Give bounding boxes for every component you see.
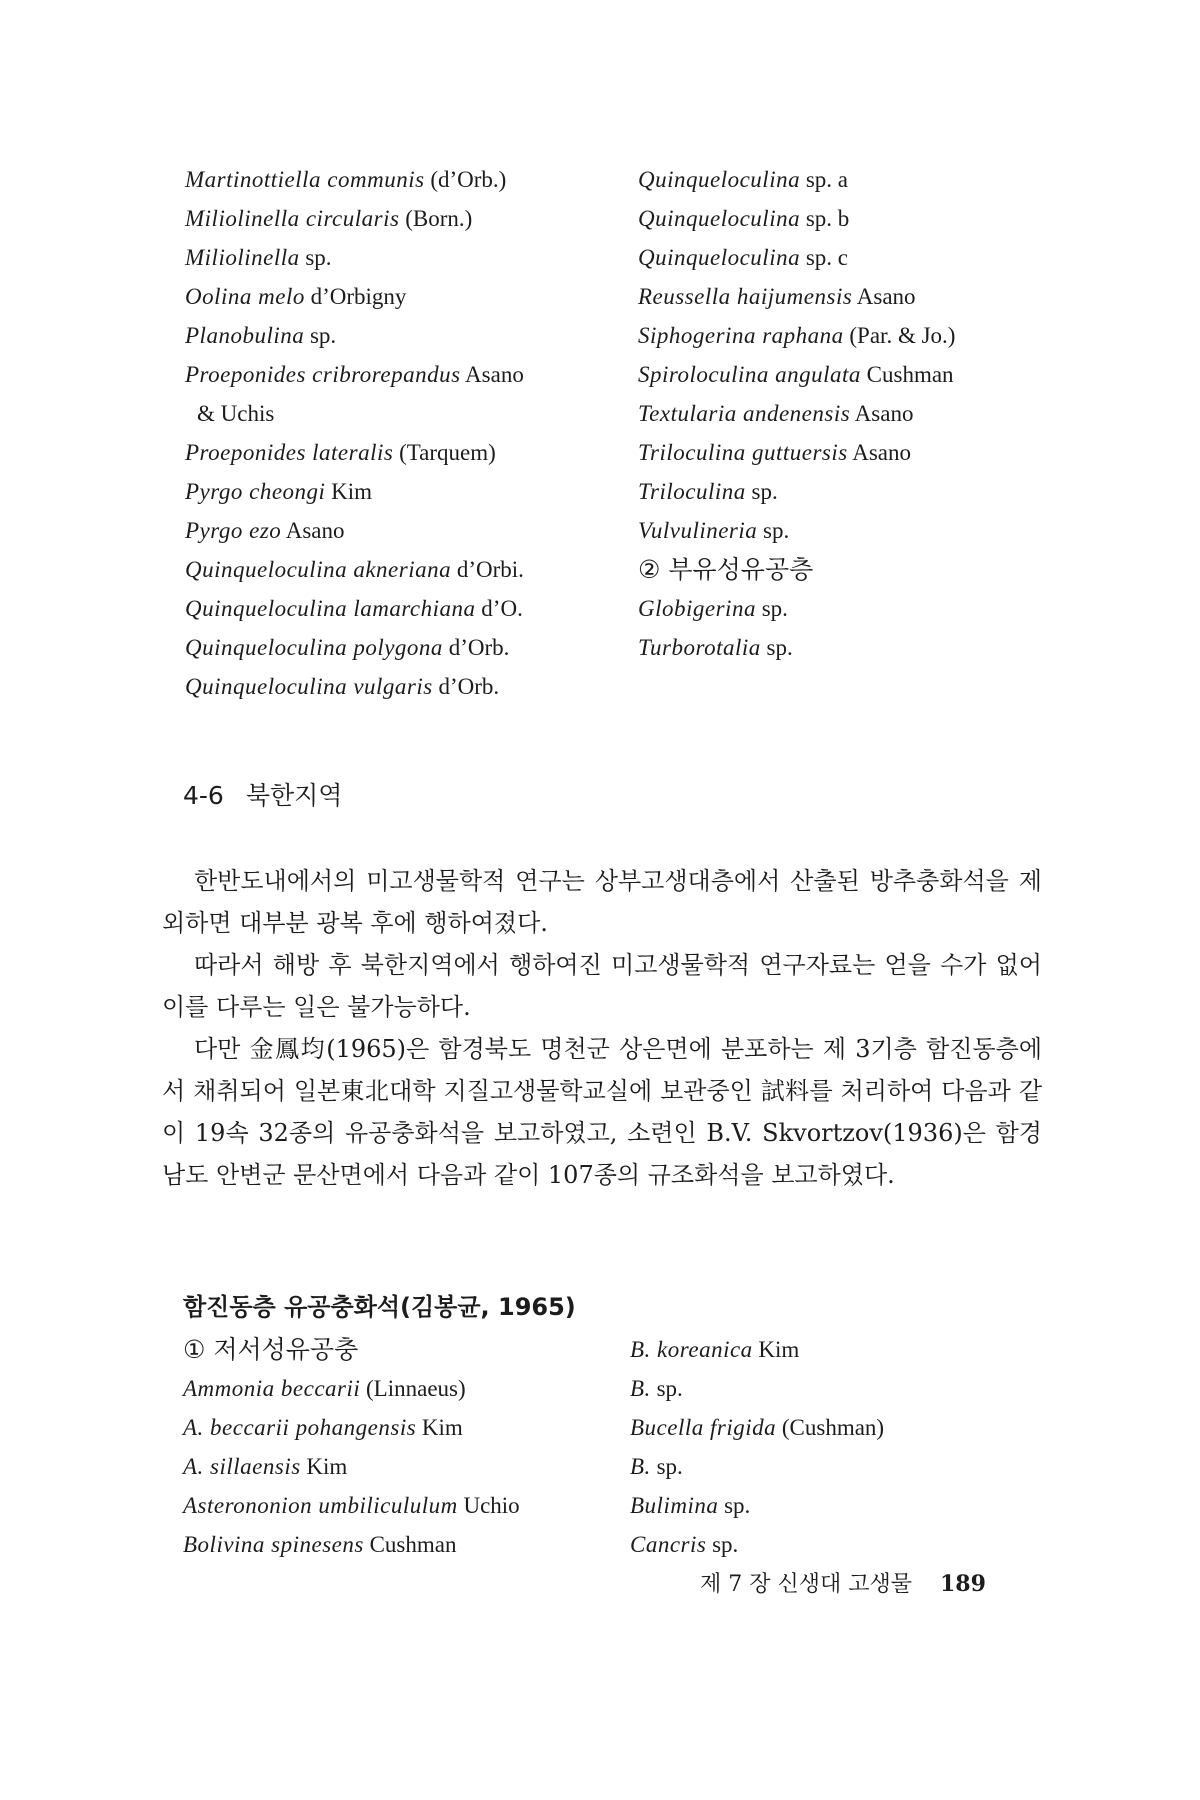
species-author: (Cushman): [781, 1415, 885, 1440]
species-entry: [638, 355, 1058, 394]
species-author: Kim: [758, 1337, 800, 1362]
species-entry: [185, 628, 605, 667]
species-name: Globigerina: [638, 596, 756, 621]
species-author: (d’Orb.): [430, 167, 507, 192]
species-author: sp.: [656, 1454, 683, 1479]
species-author: d’O.: [481, 596, 523, 621]
species-name: A. sillaensis: [183, 1454, 301, 1479]
species-entry: [638, 511, 1058, 550]
species-author: sp. b: [805, 206, 850, 231]
paragraph: 따라서 해방 후 북한지역에서 행하여진 미고생물학적 연구자료는 얻을 수가 없어 이를 다루는 일은 불가능하다.: [162, 951, 1042, 1021]
species-entry: [638, 394, 1058, 433]
species-entry: [630, 1447, 1050, 1486]
species-entry: [185, 355, 605, 394]
species-author: (Born.): [405, 206, 473, 231]
species-name: Quinqueloculina akneriana: [185, 557, 452, 582]
species-entry: [183, 1447, 603, 1486]
species-author: sp.: [766, 635, 793, 660]
species-entry: [638, 199, 1058, 238]
species-name: Bulimina: [630, 1493, 719, 1518]
species-entry: [630, 1486, 1050, 1525]
species-name: Proeponides cribrorepandus: [185, 362, 461, 387]
species-entry: [183, 1525, 603, 1564]
body-text: [162, 860, 1042, 1196]
species-name: A. beccarii pohangensis: [183, 1415, 417, 1440]
species-author: sp.: [761, 596, 788, 621]
species-entry: [185, 511, 605, 550]
species-author: d’Orbigny: [310, 284, 407, 309]
species-entry: [638, 628, 1058, 667]
species-list-top-left: [185, 160, 605, 706]
species-list-top-right: [638, 160, 1058, 667]
species-name: Miliolinella circularis: [185, 206, 400, 231]
species-name: B. koreanica: [630, 1337, 753, 1362]
species-author: sp.: [712, 1532, 739, 1557]
species-name: B.: [630, 1454, 651, 1479]
page-footer: [700, 1567, 986, 1598]
species-entry: [630, 1408, 1050, 1447]
species-name: Siphogerina raphana: [638, 323, 844, 348]
species-name: Triloculina: [638, 479, 746, 504]
species-author: sp.: [309, 323, 337, 348]
species-entry: [638, 316, 1058, 355]
species-name: Proeponides lateralis: [185, 440, 394, 465]
species-entry: [630, 1330, 1050, 1369]
species-entry: [185, 433, 605, 472]
species-name: Cancris: [630, 1532, 707, 1557]
species-name: Quinqueloculina lamarchiana: [185, 596, 476, 621]
species-entry: [185, 316, 605, 355]
species-name: Bucella frigida: [630, 1415, 777, 1440]
species-author: d’Orb.: [438, 674, 500, 699]
species-list-bottom-right: [630, 1330, 1050, 1564]
species-name: Spiroloculina angulata: [638, 362, 861, 387]
species-name: Bolivina spinesens: [183, 1532, 364, 1557]
species-entry: [185, 589, 605, 628]
species-author: sp.: [656, 1376, 683, 1401]
table-title: 함진동층 유공충화석(김봉균, 1965): [183, 1293, 576, 1321]
species-entry: [638, 238, 1058, 277]
species-entry: [185, 394, 605, 433]
species-author: sp.: [724, 1493, 751, 1518]
species-author: d’Orbi.: [456, 557, 524, 582]
species-entry: [638, 160, 1058, 199]
species-name: Quinqueloculina: [638, 206, 801, 231]
species-entry: [183, 1369, 603, 1408]
paragraph: 한반도내에서의 미고생물학적 연구는 상부고생대층에서 산출된 방추충화석을 제외하면 대부분 광복 후에 행하여졌다.: [162, 867, 1042, 937]
section-title: 북한지역: [245, 781, 343, 810]
species-name: Martinottiella communis: [185, 167, 425, 192]
species-entry: [638, 277, 1058, 316]
species-author: & Uchis: [197, 401, 275, 426]
species-entry: [185, 472, 605, 511]
species-entry: [630, 1369, 1050, 1408]
species-name: B.: [630, 1376, 651, 1401]
species-name: Reussella haijumensis: [638, 284, 853, 309]
species-author: sp.: [763, 518, 790, 543]
species-entry: [638, 433, 1058, 472]
species-entry: [630, 1525, 1050, 1564]
species-entry: [185, 199, 605, 238]
species-author: Uchio: [463, 1493, 520, 1518]
species-name: Oolina melo: [185, 284, 305, 309]
species-name: Vulvulineria: [638, 518, 758, 543]
species-author: Asano: [856, 284, 916, 309]
section-heading: [183, 776, 342, 812]
chapter-label: 제 7 장 신생대 고생물: [700, 1572, 912, 1597]
species-entry: [638, 589, 1058, 628]
species-author: sp. c: [805, 245, 849, 270]
species-author: sp.: [305, 245, 332, 270]
species-author: Cushman: [866, 362, 954, 387]
group-heading: ② 부유성유공층: [638, 555, 814, 584]
species-name: Pyrgo cheongi: [185, 479, 326, 504]
species-author: Asano: [854, 401, 914, 426]
species-author: (Tarquem): [399, 440, 496, 465]
species-author: (Linnaeus): [366, 1376, 466, 1401]
species-name: Triloculina guttuersis: [638, 440, 848, 465]
species-entry: [185, 160, 605, 199]
species-name: Quinqueloculina polygona: [185, 635, 443, 660]
species-name: Pyrgo ezo: [185, 518, 282, 543]
species-author: Kim: [421, 1415, 463, 1440]
species-author: Asano: [852, 440, 911, 465]
species-author: Asano: [465, 362, 524, 387]
species-name: Quinqueloculina: [638, 167, 801, 192]
species-entry: [185, 667, 605, 706]
species-name: Planobulina: [185, 323, 305, 348]
species-author: Cushman: [369, 1532, 457, 1557]
species-entry: [185, 550, 605, 589]
species-author: Asano: [285, 518, 345, 543]
species-name: Miliolinella: [185, 245, 300, 270]
species-author: (Par. & Jo.): [849, 323, 956, 348]
species-entry: [185, 277, 605, 316]
species-author: sp. a: [805, 167, 849, 192]
species-name: Asterononion umbilicululum: [183, 1493, 458, 1518]
species-name: Quinqueloculina: [638, 245, 801, 270]
species-entry: [183, 1408, 603, 1447]
page-number: 189: [940, 1571, 986, 1597]
species-author: sp.: [751, 479, 778, 504]
group-heading: ① 저서성유공충: [183, 1335, 359, 1364]
section-number: 4-6: [183, 781, 224, 810]
species-list-bottom-left: [183, 1330, 603, 1564]
species-author: Kim: [306, 1454, 348, 1479]
species-entry: [638, 472, 1058, 511]
paragraph: 다만 金鳳均(1965)은 함경북도 명천군 상은면에 분포하는 제 3기층 함진동층에서 채취되어 일본東北대학 지질고생물학교실에 보관중인 試料를 처리하여 다음과 같이 19속 32종의 유공충화석을 보고하였고, 소련인 B.V. Skvortzov(1936)은 함경남도 안변군 문산면에서 다음과 같이 107종의 규조화석을 보고하였다.: [162, 1035, 1042, 1189]
species-entry: [183, 1486, 603, 1525]
species-name: Ammonia beccarii: [183, 1376, 361, 1401]
species-name: Quinqueloculina vulgaris: [185, 674, 433, 699]
species-name: Turborotalia: [638, 635, 761, 660]
species-author: d’Orb.: [448, 635, 510, 660]
species-author: Kim: [331, 479, 373, 504]
species-entry: [185, 238, 605, 277]
species-name: Textularia andenensis: [638, 401, 851, 426]
